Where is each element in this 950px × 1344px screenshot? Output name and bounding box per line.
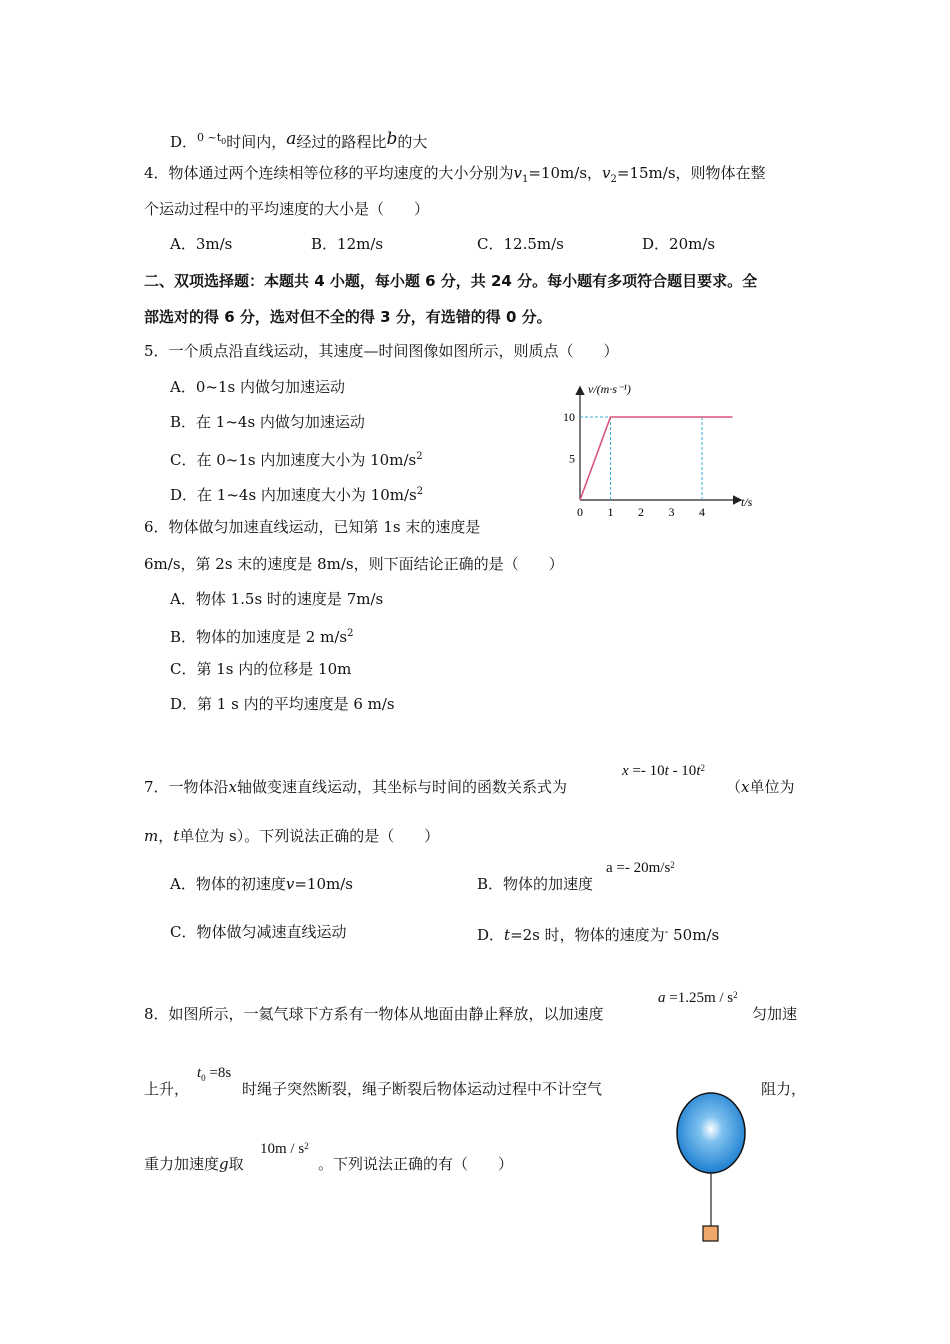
q7-stem-line2: m，t单位为 s）。下列说法正确的是（ ） — [144, 827, 440, 845]
q8-formula-t0: $t_0 =8s$ — [197, 1065, 232, 1083]
q7-formula: $x =- 10t - 10t^2$ — [622, 763, 705, 779]
q3-option-d: D．$^{0 \sim t_0}$时间内，a经过的路程比b的大 — [170, 129, 428, 151]
x-axis-label: t/s — [741, 495, 753, 509]
vt-chart — [555, 378, 770, 523]
q6-option-b: B．物体的加速度是 2 $m/s^2$ — [170, 628, 354, 646]
q4-option-d: D．20m/s — [642, 235, 716, 253]
x-tick-2: 2 — [638, 505, 644, 519]
q6-option-a: A．物体 1.5s 时的速度是 7m/s — [170, 590, 384, 608]
vt-series-line — [580, 417, 733, 500]
balloon-illustration — [670, 1088, 754, 1248]
q7-stem-line1: 7．一物体沿x轴做变速直线运动，其坐标与时间的函数关系式为 — [144, 778, 568, 796]
q7-option-a: A．物体的初速度v=10m/s — [170, 875, 353, 893]
q6-stem-line1: 6．物体做匀加速直线运动，已知第 1s 末的速度是 — [144, 518, 481, 536]
q5-stem: 5．一个质点沿直线运动，其速度—时间图像如图所示，则质点（ ） — [144, 342, 619, 360]
q7-option-d: D．t=2s 时，物体的速度为- 50m/s — [477, 925, 720, 944]
q8-stem-line1-end: 匀加速 — [752, 1005, 798, 1023]
q8-stem-line2-start: 上升， — [144, 1080, 190, 1098]
q4-option-b: B．12m/s — [311, 235, 384, 253]
q5-option-a: A．0~1s 内做匀加速运动 — [170, 378, 345, 396]
q7-option-c: C．物体做匀减速直线运动 — [170, 923, 347, 941]
q4-stem-line1: 4．物体通过两个连续相等位移的平均速度的大小分别为$v_1=10m/s$，$v_2=15m/s$，则物体在整 — [144, 164, 766, 185]
x-tick-3: 3 — [668, 505, 675, 519]
q8-stem-line3: 重力加速度g取 — [144, 1155, 244, 1173]
q5-option-c: C．在 0~1s 内加速度大小为 $10m/s^2$ — [170, 451, 423, 469]
q8-stem-line1: 8．如图所示，一氦气球下方系有一物体从地面由静止释放，以加速度 — [144, 1005, 604, 1023]
q7-option-b: B．物体的加速度 — [477, 875, 594, 893]
q8-stem-line3-end: 。下列说法正确的有（ ） — [318, 1155, 514, 1173]
hanging-object — [703, 1226, 718, 1241]
q5-option-d: D．在 1~4s 内加速度大小为 $10m/s^2$ — [170, 486, 424, 504]
x-tick-0: 0 — [577, 505, 583, 519]
q8-formula-g: $10m / s^2$ — [260, 1141, 309, 1157]
y-tick-5: 5 — [569, 451, 575, 466]
section2-heading-line1: 二、双项选择题：本题共 4 小题，每小题 6 分，共 24 分。每小题有多项符合题目要求。全 — [144, 272, 758, 290]
q7-stem-line1-end: （x单位为 — [726, 778, 795, 796]
balloon — [677, 1093, 745, 1173]
q8-stem-line2-mid: 时绳子突然断裂，绳子断裂后物体运动过程中不计空气 — [242, 1080, 603, 1098]
q8-stem-line2-end: 阻力， — [761, 1080, 807, 1098]
x-tick-4: 4 — [699, 505, 705, 519]
q6-option-d: D．第 1 s 内的平均速度是 6 m/s — [170, 695, 395, 713]
x-tick-1: 1 — [607, 505, 614, 519]
q4-stem-line2: 个运动过程中的平均速度的大小是（ ） — [144, 200, 430, 218]
q4-option-c: C．12.5m/s — [477, 235, 564, 253]
q6-stem-line2: 6m/s，第 2s 末的速度是 8m/s，则下面结论正确的是（ ） — [144, 555, 564, 573]
q7-option-b-formula: $a =- 20m/s^2$ — [606, 860, 675, 876]
q5-option-b: B．在 1~4s 内做匀加速运动 — [170, 413, 365, 431]
q4-option-a: A．3m/s — [170, 235, 233, 253]
q6-option-c: C．第 1s 内的位移是 10m — [170, 660, 352, 678]
section2-heading-line2: 部选对的得 6 分，选对但不全的得 3 分，有选错的得 0 分。 — [144, 308, 552, 326]
q8-formula-a: $a =1.25m / s^2$ — [658, 990, 738, 1006]
y-tick-10: 10 — [563, 410, 575, 424]
y-axis-label: v/(m·s⁻¹) — [588, 382, 631, 396]
